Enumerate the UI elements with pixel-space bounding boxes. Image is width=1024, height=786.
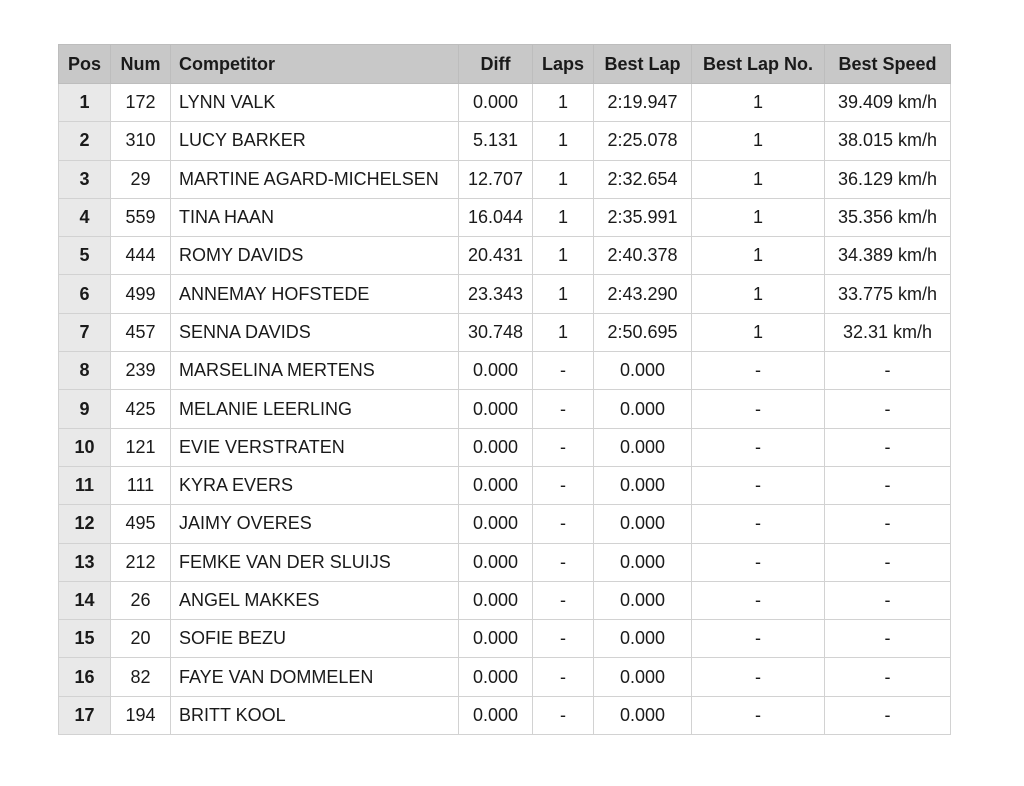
cell-competitor: SOFIE BEZU	[171, 620, 459, 658]
cell-diff: 12.707	[459, 160, 533, 198]
table-row	[59, 313, 951, 351]
cell-best-lap: 2:32.654	[594, 160, 692, 198]
cell-best-lap-no: 1	[692, 313, 825, 351]
cell-pos: 13	[59, 543, 111, 581]
cell-laps: -	[533, 505, 594, 543]
cell-best-lap-no: 1	[692, 275, 825, 313]
cell-best-lap: 0.000	[594, 466, 692, 504]
table-row	[59, 390, 951, 428]
cell-competitor: JAIMY OVERES	[171, 505, 459, 543]
cell-best-lap-no: -	[692, 581, 825, 619]
cell-num: 495	[111, 505, 171, 543]
cell-best-lap-no: -	[692, 352, 825, 390]
cell-competitor: MARTINE AGARD-MICHELSEN	[171, 160, 459, 198]
cell-num: 559	[111, 198, 171, 236]
cell-pos: 8	[59, 352, 111, 390]
cell-diff: 0.000	[459, 581, 533, 619]
header-best-lap: Best Lap	[594, 45, 692, 84]
cell-laps: -	[533, 466, 594, 504]
cell-laps: 1	[533, 122, 594, 160]
cell-competitor: FEMKE VAN DER SLUIJS	[171, 543, 459, 581]
cell-best-lap-no: 1	[692, 237, 825, 275]
cell-best-speed: 33.775 km/h	[825, 275, 951, 313]
cell-diff: 0.000	[459, 620, 533, 658]
cell-best-speed: -	[825, 658, 951, 696]
cell-best-lap: 0.000	[594, 581, 692, 619]
cell-competitor: KYRA EVERS	[171, 466, 459, 504]
cell-diff: 16.044	[459, 198, 533, 236]
cell-best-speed: -	[825, 428, 951, 466]
cell-diff: 30.748	[459, 313, 533, 351]
cell-laps: 1	[533, 237, 594, 275]
cell-laps: 1	[533, 313, 594, 351]
cell-laps: -	[533, 620, 594, 658]
cell-best-lap-no: 1	[692, 198, 825, 236]
cell-best-lap-no: -	[692, 428, 825, 466]
cell-best-speed: -	[825, 390, 951, 428]
cell-pos: 3	[59, 160, 111, 198]
cell-diff: 5.131	[459, 122, 533, 160]
cell-best-lap-no: -	[692, 696, 825, 734]
cell-best-lap-no: -	[692, 466, 825, 504]
cell-best-lap: 0.000	[594, 352, 692, 390]
cell-num: 121	[111, 428, 171, 466]
cell-diff: 23.343	[459, 275, 533, 313]
cell-best-speed: 35.356 km/h	[825, 198, 951, 236]
cell-laps: -	[533, 696, 594, 734]
cell-best-lap-no: 1	[692, 122, 825, 160]
cell-num: 20	[111, 620, 171, 658]
cell-best-speed: 39.409 km/h	[825, 84, 951, 122]
cell-pos: 16	[59, 658, 111, 696]
cell-laps: 1	[533, 275, 594, 313]
table-row	[59, 620, 951, 658]
cell-best-lap-no: 1	[692, 84, 825, 122]
cell-best-speed: -	[825, 696, 951, 734]
cell-laps: -	[533, 581, 594, 619]
cell-num: 425	[111, 390, 171, 428]
cell-best-speed: -	[825, 505, 951, 543]
cell-best-lap: 2:40.378	[594, 237, 692, 275]
cell-competitor: MARSELINA MERTENS	[171, 352, 459, 390]
cell-diff: 0.000	[459, 543, 533, 581]
cell-diff: 0.000	[459, 658, 533, 696]
cell-num: 172	[111, 84, 171, 122]
table-row	[59, 696, 951, 734]
cell-pos: 9	[59, 390, 111, 428]
results-body	[59, 84, 951, 735]
cell-best-lap: 0.000	[594, 505, 692, 543]
header-diff: Diff	[459, 45, 533, 84]
cell-competitor: ANGEL MAKKES	[171, 581, 459, 619]
cell-best-lap: 0.000	[594, 620, 692, 658]
header-num: Num	[111, 45, 171, 84]
cell-laps: -	[533, 390, 594, 428]
table-row	[59, 237, 951, 275]
cell-pos: 10	[59, 428, 111, 466]
cell-pos: 2	[59, 122, 111, 160]
cell-best-lap: 2:35.991	[594, 198, 692, 236]
cell-best-speed: -	[825, 543, 951, 581]
cell-num: 239	[111, 352, 171, 390]
cell-laps: -	[533, 658, 594, 696]
cell-best-speed: 34.389 km/h	[825, 237, 951, 275]
cell-best-lap: 0.000	[594, 658, 692, 696]
cell-laps: -	[533, 543, 594, 581]
cell-best-speed: 36.129 km/h	[825, 160, 951, 198]
cell-num: 457	[111, 313, 171, 351]
cell-best-lap-no: -	[692, 620, 825, 658]
cell-pos: 14	[59, 581, 111, 619]
cell-pos: 11	[59, 466, 111, 504]
cell-diff: 0.000	[459, 390, 533, 428]
cell-laps: 1	[533, 198, 594, 236]
table-row	[59, 84, 951, 122]
cell-pos: 4	[59, 198, 111, 236]
cell-best-speed: -	[825, 620, 951, 658]
cell-diff: 0.000	[459, 84, 533, 122]
cell-laps: -	[533, 428, 594, 466]
cell-best-speed: 32.31 km/h	[825, 313, 951, 351]
results-table	[58, 44, 951, 735]
cell-best-lap-no: 1	[692, 160, 825, 198]
cell-num: 444	[111, 237, 171, 275]
cell-pos: 1	[59, 84, 111, 122]
cell-diff: 0.000	[459, 505, 533, 543]
cell-best-speed: 38.015 km/h	[825, 122, 951, 160]
header-row	[59, 45, 951, 84]
cell-num: 29	[111, 160, 171, 198]
cell-best-lap-no: -	[692, 543, 825, 581]
cell-competitor: TINA HAAN	[171, 198, 459, 236]
table-row	[59, 581, 951, 619]
cell-competitor: MELANIE LEERLING	[171, 390, 459, 428]
header-best-speed: Best Speed	[825, 45, 951, 84]
cell-num: 26	[111, 581, 171, 619]
header-best-lap-no: Best Lap No.	[692, 45, 825, 84]
cell-pos: 5	[59, 237, 111, 275]
table-row	[59, 352, 951, 390]
cell-competitor: ANNEMAY HOFSTEDE	[171, 275, 459, 313]
cell-laps: -	[533, 352, 594, 390]
cell-competitor: FAYE VAN DOMMELEN	[171, 658, 459, 696]
cell-num: 111	[111, 466, 171, 504]
table-row	[59, 658, 951, 696]
header-pos: Pos	[59, 45, 111, 84]
cell-competitor: EVIE VERSTRATEN	[171, 428, 459, 466]
table-row	[59, 505, 951, 543]
cell-best-lap: 0.000	[594, 390, 692, 428]
cell-best-speed: -	[825, 581, 951, 619]
cell-num: 212	[111, 543, 171, 581]
cell-laps: 1	[533, 84, 594, 122]
cell-num: 194	[111, 696, 171, 734]
cell-pos: 17	[59, 696, 111, 734]
cell-best-lap: 2:43.290	[594, 275, 692, 313]
header-laps: Laps	[533, 45, 594, 84]
table-row	[59, 543, 951, 581]
table-row	[59, 160, 951, 198]
cell-best-lap: 0.000	[594, 543, 692, 581]
cell-diff: 20.431	[459, 237, 533, 275]
cell-diff: 0.000	[459, 352, 533, 390]
cell-best-lap-no: -	[692, 390, 825, 428]
cell-num: 499	[111, 275, 171, 313]
cell-best-lap: 2:50.695	[594, 313, 692, 351]
header-competitor: Competitor	[171, 45, 459, 84]
cell-best-lap: 0.000	[594, 428, 692, 466]
cell-best-lap: 2:25.078	[594, 122, 692, 160]
cell-best-speed: -	[825, 466, 951, 504]
table-row	[59, 122, 951, 160]
cell-num: 310	[111, 122, 171, 160]
cell-best-lap: 2:19.947	[594, 84, 692, 122]
cell-pos: 15	[59, 620, 111, 658]
results-table-container	[58, 44, 950, 735]
cell-diff: 0.000	[459, 428, 533, 466]
cell-best-lap: 0.000	[594, 696, 692, 734]
cell-laps: 1	[533, 160, 594, 198]
cell-pos: 6	[59, 275, 111, 313]
table-row	[59, 275, 951, 313]
table-row	[59, 198, 951, 236]
cell-competitor: LYNN VALK	[171, 84, 459, 122]
cell-competitor: LUCY BARKER	[171, 122, 459, 160]
cell-pos: 7	[59, 313, 111, 351]
cell-competitor: BRITT KOOL	[171, 696, 459, 734]
cell-competitor: ROMY DAVIDS	[171, 237, 459, 275]
cell-best-speed: -	[825, 352, 951, 390]
cell-best-lap-no: -	[692, 505, 825, 543]
table-row	[59, 428, 951, 466]
cell-best-lap-no: -	[692, 658, 825, 696]
table-row	[59, 466, 951, 504]
cell-pos: 12	[59, 505, 111, 543]
cell-num: 82	[111, 658, 171, 696]
cell-diff: 0.000	[459, 466, 533, 504]
cell-diff: 0.000	[459, 696, 533, 734]
cell-competitor: SENNA DAVIDS	[171, 313, 459, 351]
